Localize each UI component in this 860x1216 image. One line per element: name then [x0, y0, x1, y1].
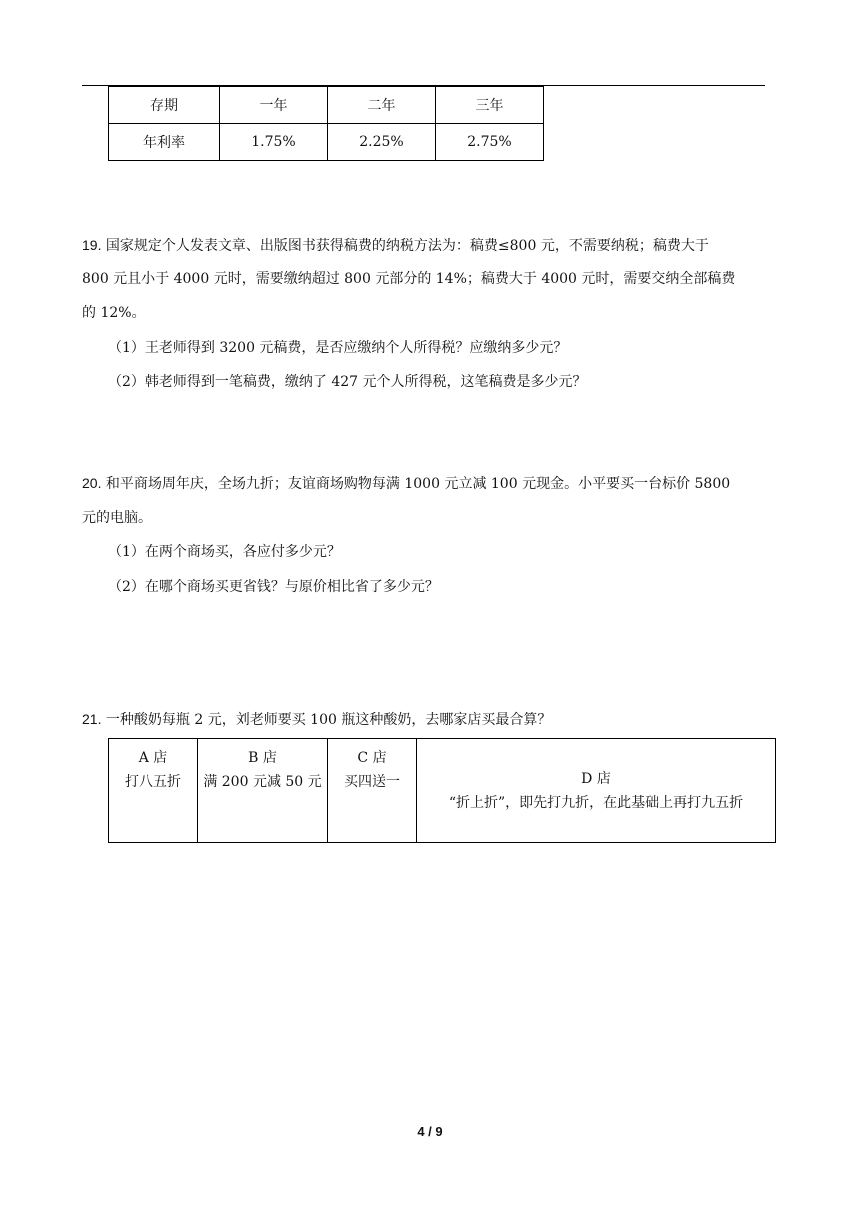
- q20-sub-1: （1）在两个商场买，各应付多少元？: [108, 544, 341, 560]
- table-row: [109, 739, 776, 843]
- shop-offer: 买四送一: [344, 774, 400, 790]
- page-number: 4 / 9: [417, 1124, 443, 1139]
- shop-name: C 店: [357, 750, 387, 766]
- shop-offer: 打八五折: [125, 774, 181, 790]
- q19-number: 19.: [82, 237, 102, 253]
- q19-line-3: 的 12%。: [82, 305, 146, 321]
- q20-line-2: 元的电脑。: [82, 510, 152, 526]
- table-row: [109, 87, 544, 124]
- q19-line-1: [82, 228, 782, 263]
- q19-sub-1: （1）王老师得到 3200 元稿费，是否应缴纳个人所得税？应缴纳多少元？: [108, 340, 568, 356]
- table-cell: 2.25%: [328, 124, 436, 161]
- q20-sub-2: （2）在哪个商场买更省钱？与原价相比省了多少元？: [108, 579, 439, 595]
- table-cell: 年利率: [109, 124, 220, 161]
- shop-offer: “折上折”，即先打九折，在此基础上再打九五折: [448, 794, 744, 811]
- table-cell: 存期: [109, 87, 220, 124]
- shop-c-cell: [328, 739, 417, 843]
- shop-name: D 店: [581, 770, 611, 787]
- shop-name: A 店: [138, 750, 168, 766]
- q19-text: 国家规定个人发表文章、出版图书获得稿费的纳税方法为：稿费≤800 元，不需要纳税；稿费大于: [105, 238, 709, 254]
- q20-line-1: [82, 466, 782, 501]
- shop-d-cell: [417, 739, 776, 843]
- shop-b-cell: [198, 739, 328, 843]
- shop-offer: 满 200 元减 50 元: [203, 774, 322, 790]
- table-cell: 二年: [328, 87, 436, 124]
- q21-line-1: [82, 702, 782, 737]
- q19-line-2: 800 元且小于 4000 元时，需要缴纳超过 800 元部分的 14%；稿费大于 4000 元时，需要交纳全部稿费: [82, 271, 736, 287]
- table-cell: 一年: [220, 87, 328, 124]
- q20-number: 20.: [82, 475, 102, 491]
- table-cell: 1.75%: [220, 124, 328, 161]
- shop-offer-table: [108, 738, 776, 843]
- shop-a-cell: [109, 739, 198, 843]
- table-cell: 2.75%: [436, 124, 544, 161]
- q20-text: 和平商场周年庆，全场九折；友谊商场购物每满 1000 元立减 100 元现金。小平要买一台标价 5800: [105, 476, 731, 492]
- interest-rate-table: [108, 86, 544, 161]
- q21-number: 21.: [82, 711, 102, 727]
- shop-name: B 店: [248, 750, 277, 766]
- q21-text: 一种酸奶每瓶 2 元，刘老师要买 100 瓶这种酸奶，去哪家店买最合算？: [105, 712, 552, 728]
- q19-sub-2: （2）韩老师得到一笔稿费，缴纳了 427 元个人所得税，这笔稿费是多少元？: [108, 374, 587, 390]
- table-row: [109, 124, 544, 161]
- table-cell: 三年: [436, 87, 544, 124]
